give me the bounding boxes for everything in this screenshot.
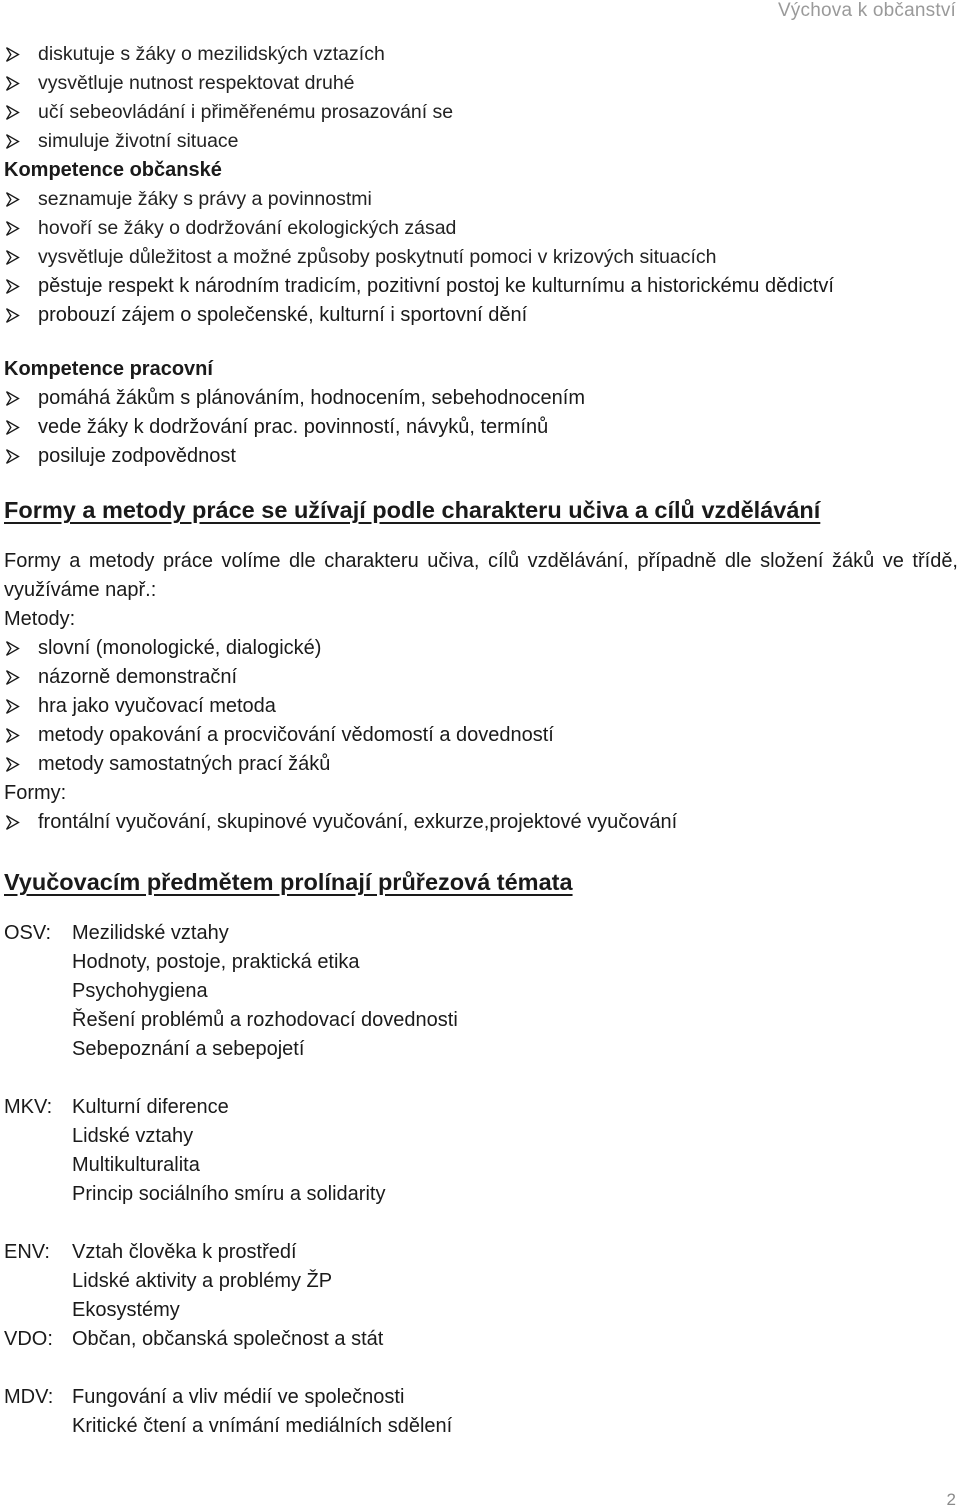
spacer: [4, 899, 958, 919]
list-item: [4, 127, 958, 156]
list-item: [4, 442, 958, 471]
list-item: [4, 721, 958, 750]
topic-item: Mezilidské vztahy: [72, 922, 229, 944]
topic-group-osv: [4, 919, 958, 1064]
list-item-text: hovoří se žáky o dodržování ekologických zásad: [38, 217, 457, 239]
kompetence-pracovni-list: [4, 384, 958, 471]
kompetence-obcanske-heading: Kompetence občanské: [4, 159, 222, 181]
list-item-text: diskutuje s žáky o mezilidských vztazích: [38, 43, 385, 65]
spacer: [4, 527, 958, 547]
list-item-text: slovní (monologické, dialogické): [38, 637, 322, 659]
topic-group-env: [4, 1238, 958, 1325]
formy-section-title: Formy a metody práce se užívají podle charakteru učiva a cílů vzdělávání: [4, 497, 821, 523]
list-item: [4, 692, 958, 721]
list-item-text: vysvětluje nutnost respektovat druhé: [38, 72, 355, 94]
topic-item: Ekosystémy: [72, 1299, 180, 1321]
topic-group-mdv: [4, 1383, 958, 1441]
list-item-text: hra jako vyučovací metoda: [38, 695, 276, 717]
list-item-text: vysvětluje důležitost a možné způsoby poskytnutí pomoci v krizových situacích: [38, 246, 717, 268]
topic-item: Hodnoty, postoje, praktická etika: [72, 951, 360, 973]
arrow-bullet-icon: [4, 727, 38, 744]
arrow-bullet-icon: [4, 191, 38, 208]
list-item: [4, 663, 958, 692]
arrow-bullet-icon: [4, 75, 38, 92]
arrow-bullet-icon: [4, 307, 38, 324]
topic-item: Kulturní diference: [72, 1096, 229, 1118]
list-item: [4, 185, 958, 214]
metody-list: [4, 634, 958, 779]
arrow-bullet-icon: [4, 698, 38, 715]
arrow-bullet-icon: [4, 46, 38, 63]
list-item-text: posiluje zodpovědnost: [38, 445, 236, 467]
list-item-text: vede žáky k dodržování prac. povinností, návyků, termínů: [38, 416, 549, 438]
topic-code: MDV:: [4, 1386, 54, 1408]
topic-item: Princip sociálního smíru a solidarity: [72, 1183, 386, 1205]
list-item-text: metody opakování a procvičování vědomostí a dovedností: [38, 724, 554, 746]
arrow-bullet-icon: [4, 669, 38, 686]
topic-code: MKV:: [4, 1096, 53, 1118]
list-item-text: názorně demonstrační: [38, 666, 238, 688]
spacer: [4, 1209, 958, 1238]
topic-code: ENV:: [4, 1241, 50, 1263]
topic-items: [72, 1325, 958, 1354]
spacer: [4, 330, 958, 355]
list-item: [4, 413, 958, 442]
topic-item: Lidské aktivity a problémy ŽP: [72, 1270, 333, 1292]
temata-section-title: Vyučovacím předmětem prolínají průřezová témata: [4, 869, 573, 895]
intro-bullet-list: [4, 40, 958, 156]
list-item-text: pěstuje respekt k národním tradicím, pozitivní postoj ke kulturnímu a historickému dědictví: [38, 275, 834, 297]
topic-item: Fungování a vliv médií ve společnosti: [72, 1386, 405, 1408]
arrow-bullet-icon: [4, 249, 38, 266]
spacer: [4, 1354, 958, 1383]
topic-item: Multikulturalita: [72, 1154, 200, 1176]
arrow-bullet-icon: [4, 756, 38, 773]
topic-code: OSV:: [4, 922, 52, 944]
formy-paragraph: Formy a metody práce volíme dle charakteru učiva, cílů vzdělávání, případně dle složení žáků ve třídě, využíváme např.:: [4, 550, 958, 601]
list-item: [4, 301, 958, 330]
spacer: [4, 1064, 958, 1093]
arrow-bullet-icon: [4, 133, 38, 150]
arrow-bullet-icon: [4, 220, 38, 237]
formy-label: Formy:: [4, 782, 67, 804]
list-item: [4, 98, 958, 127]
arrow-bullet-icon: [4, 419, 38, 436]
list-item: [4, 69, 958, 98]
list-item: [4, 808, 958, 837]
formy-list: [4, 808, 958, 837]
arrow-bullet-icon: [4, 814, 38, 831]
arrow-bullet-icon: [4, 448, 38, 465]
list-item-text: metody samostatných prací žáků: [38, 753, 331, 775]
list-item: [4, 243, 958, 272]
list-item-text: probouzí zájem o společenské, kulturní i sportovní dění: [38, 304, 528, 326]
topic-items: [72, 919, 958, 1064]
page-number: 2: [946, 1490, 956, 1509]
list-item: [4, 384, 958, 413]
list-item-text: seznamuje žáky s právy a povinnostmi: [38, 188, 372, 210]
topic-items: [72, 1238, 958, 1325]
topic-code: VDO:: [4, 1328, 53, 1350]
list-item-text: simuluje životní situace: [38, 130, 239, 152]
list-item-text: pomáhá žákům s plánováním, hodnocením, sebehodnocením: [38, 387, 586, 409]
list-item: [4, 634, 958, 663]
kompetence-obcanske-list: [4, 185, 958, 330]
topic-items: [72, 1383, 958, 1441]
arrow-bullet-icon: [4, 640, 38, 657]
spacer: [4, 837, 958, 865]
list-item-text: učí sebeovládání i přiměřenému prosazování se: [38, 101, 454, 123]
spacer: [4, 471, 958, 493]
topic-item: Psychohygiena: [72, 980, 208, 1002]
topic-item: Vztah člověka k prostředí: [72, 1241, 297, 1263]
topic-item: Občan, občanská společnost a stát: [72, 1328, 384, 1350]
topic-group-vdo: [4, 1325, 958, 1354]
arrow-bullet-icon: [4, 278, 38, 295]
topic-item: Řešení problémů a rozhodovací dovednosti: [72, 1009, 458, 1031]
topic-group-mkv: [4, 1093, 958, 1209]
metody-label: Metody:: [4, 608, 76, 630]
list-item: [4, 750, 958, 779]
topic-item: Lidské vztahy: [72, 1125, 194, 1147]
kompetence-pracovni-heading: Kompetence pracovní: [4, 358, 213, 380]
list-item: [4, 272, 958, 301]
running-header-title: Výchova k občanství: [777, 0, 956, 21]
topic-item: Kritické čtení a vnímání mediálních sdělení: [72, 1415, 453, 1437]
list-item-text: frontální vyučování, skupinové vyučování, exkurze,projektové vyučování: [38, 811, 678, 833]
arrow-bullet-icon: [4, 104, 38, 121]
topic-item: Sebepoznání a sebepojetí: [72, 1038, 305, 1060]
arrow-bullet-icon: [4, 390, 38, 407]
page-content: [4, 40, 958, 1441]
topic-items: [72, 1093, 958, 1209]
list-item: [4, 214, 958, 243]
list-item: [4, 40, 958, 69]
